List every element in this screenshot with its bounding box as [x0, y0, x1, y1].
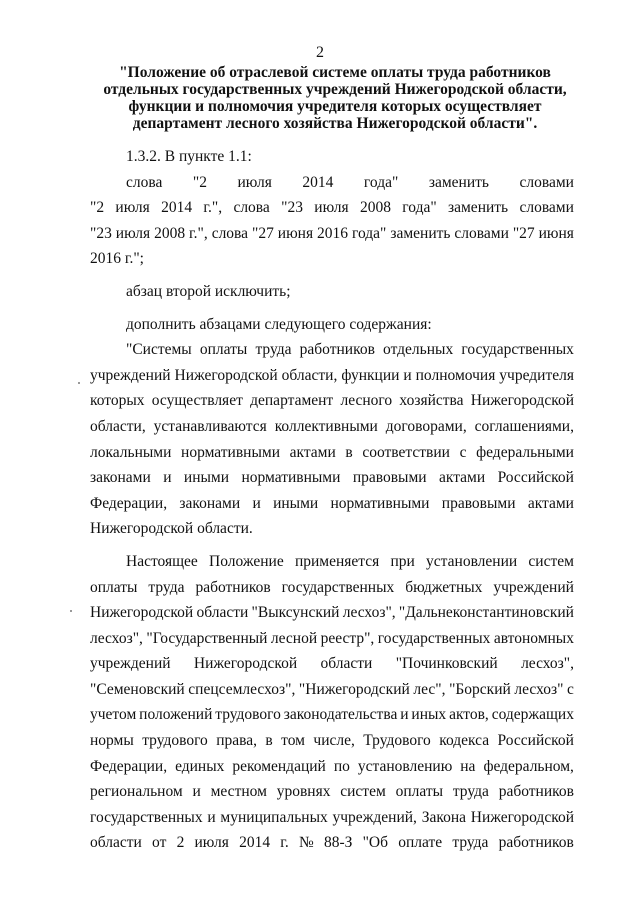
title-line: функции и полномочия учредителя которых осуществляет — [128, 98, 542, 115]
text-line: Нижегородской области "Выксунский лесхоз", "Дальнеконстантиновский — [90, 604, 574, 622]
page-number: 2 — [316, 44, 324, 61]
text-line: "2 июля 2014 г.", слова "23 июля 2008 года" заменить словами — [90, 199, 574, 217]
text-line: которых осуществляет департамент лесного хозяйства Нижегородской — [90, 392, 574, 410]
title-line: отдельных государственных учреждений Нижегородской области, — [103, 81, 567, 98]
document-body — [90, 144, 574, 856]
scan-speck — [70, 610, 72, 612]
text-line: Федерации, законами и иными нормативными правовыми актами — [90, 494, 574, 512]
text-line: локальными нормативными актами в соответствии с федеральными — [90, 443, 574, 461]
title-line: департамент лесного хозяйства Нижегородской области". — [132, 115, 538, 132]
text-line: Федерации, единых рекомендаций по установлению на федеральном, — [90, 757, 574, 775]
title-line: "Положение об отраслевой системе оплаты труда работников — [119, 64, 551, 81]
text-line: "23 июля 2008 г.", слова "27 июня 2016 года" заменить словами "27 июня — [90, 224, 574, 242]
text-line: абзац второй исключить; — [126, 282, 291, 300]
text-line: "Системы оплаты труда работников отдельных государственных — [126, 341, 574, 359]
text-line: оплаты труда работников государственных бюджетных учреждений — [90, 578, 574, 596]
text-line: области от 2 июля 2014 г. № 88-З "Об оплате труда работников — [90, 834, 574, 852]
text-line: учреждений Нижегородской области, функции и полномочия учредителя — [90, 366, 574, 384]
text-line: Настоящее Положение применяется при установлении систем — [126, 552, 574, 570]
text-line: слова "2 июля 2014 года" заменить словами — [126, 173, 574, 191]
text-line: учреждений Нижегородской области "Починковский лесхоз", — [90, 655, 574, 673]
text-line: государственных и муниципальных учреждений, Закона Нижегородской — [90, 808, 574, 826]
document-title — [90, 64, 580, 132]
text-line: 2016 г."; — [90, 250, 144, 268]
scan-speck — [78, 382, 80, 384]
text-line: законами и иными нормативными правовыми актами Российской — [90, 469, 574, 487]
text-line: области, устанавливаются коллективными договорами, соглашениями, — [90, 417, 574, 435]
text-line: лесхоз", "Государственный лесной реестр", государственных автономных — [90, 629, 574, 647]
text-line: "Семеновский спецсемлесхоз", "Нижегородский лес", "Борский лесхоз" с — [90, 680, 574, 698]
text-line: Нижегородской области. — [90, 520, 253, 538]
text-line: региональном и местном уровнях систем оплаты труда работников — [90, 783, 574, 801]
text-line: дополнить абзацами следующего содержания: — [126, 315, 432, 333]
text-line: 1.3.2. В пункте 1.1: — [126, 148, 252, 165]
text-line: учетом положений трудового законодательства и иных актов, содержащих — [90, 706, 574, 724]
text-line: нормы трудового права, в том числе, Трудового кодекса Российской — [90, 732, 574, 750]
